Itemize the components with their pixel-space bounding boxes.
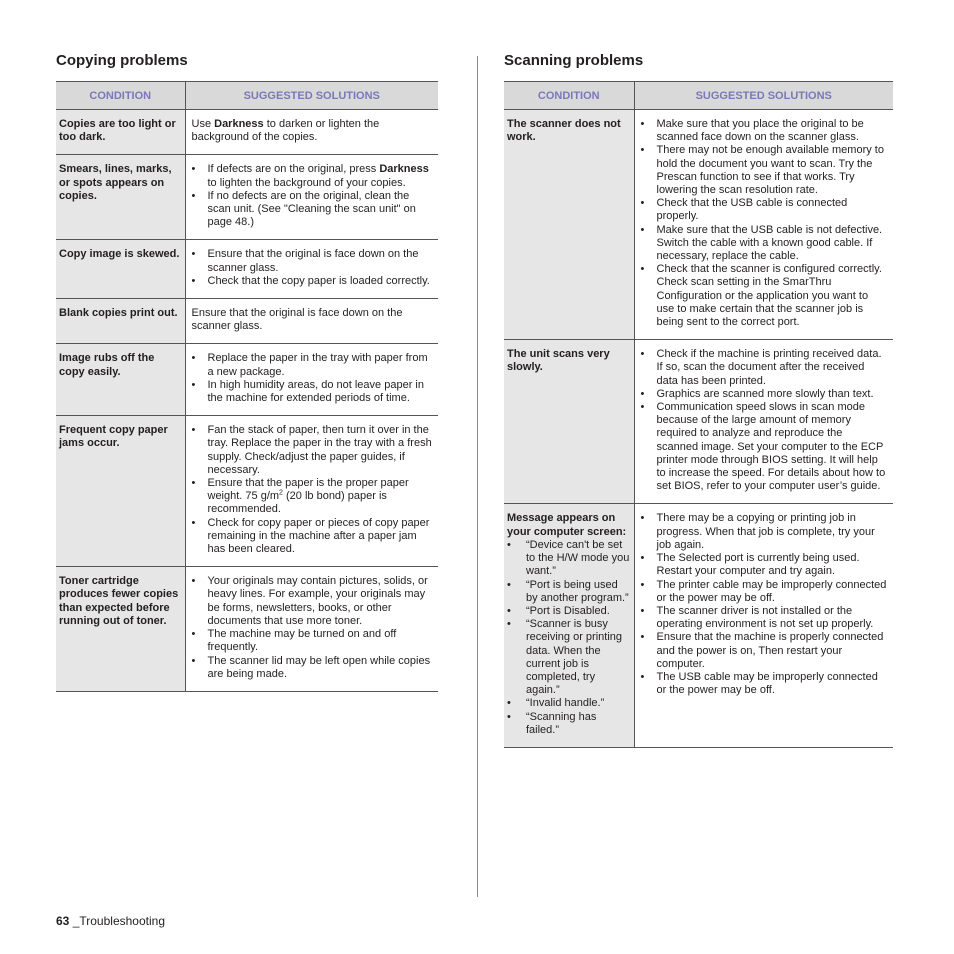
list-item: • “Device can't be set to the H/W mode you want.” (507, 539, 630, 579)
page-footer (56, 914, 165, 928)
list-item: • The USB cable may be improperly connected or the power may be off. (641, 671, 888, 697)
condition-cell: Copy image is skewed. (56, 240, 185, 299)
table-row (504, 340, 893, 504)
list-item: • Replace the paper in the tray with paper from a new package. (192, 352, 433, 378)
table-row (504, 504, 893, 747)
condition-label: Message appears on your computer screen: (507, 512, 627, 538)
solutions-header: SUGGESTED SOLUTIONS (185, 82, 438, 110)
list-item: • Check if the machine is printing received data. If so, scan the document after the received data has been printed. (641, 348, 888, 388)
table-row (504, 110, 893, 340)
list-item: • If defects are on the original, press Darkness to lighten the background of your copies. (192, 163, 433, 189)
table-row (56, 416, 438, 567)
condition-cell: The scanner does not work. (504, 110, 634, 340)
condition-cell: Toner cartridge produces fewer copies than expected before running out of toner. (56, 567, 185, 692)
list-item: • The scanner driver is not installed or the operating environment is not set up properly. (641, 605, 888, 631)
copying-section (56, 51, 438, 692)
list-item: • The printer cable may be improperly connected or the power may be off. (641, 579, 888, 605)
condition-cell: Smears, lines, marks, or spots appears on copies. (56, 155, 185, 240)
solution-cell (634, 504, 893, 747)
condition-header: CONDITION (56, 82, 185, 110)
solution-cell (185, 416, 438, 567)
table-row (56, 344, 438, 416)
list-item: • The Selected port is currently being used. Restart your computer and try again. (641, 552, 888, 578)
list-item: • “Port is Disabled. (507, 605, 630, 618)
condition-header: CONDITION (504, 82, 634, 110)
message-list (507, 539, 630, 737)
list-item: • The machine may be turned on and off frequently. (192, 628, 433, 654)
table-header (56, 82, 438, 110)
list-item: • The scanner lid may be left open while copies are being made. (192, 655, 433, 681)
list-item: • Check that the copy paper is loaded correctly. (192, 275, 433, 288)
list-item: • “Invalid handle.” (507, 697, 630, 710)
list-item: • If no defects are on the original, clean the scan unit. (See "Cleaning the scan unit" on page 48.) (192, 190, 433, 230)
solution-cell (185, 240, 438, 299)
column-divider (477, 56, 478, 897)
solution-cell (185, 155, 438, 240)
table-header (504, 82, 893, 110)
list-item: • There may not be enough available memory to hold the document you want to scan. Try the Prescan function to see if that works. Try lowering the scan resolution rate. (641, 144, 888, 197)
scanning-table (504, 81, 893, 748)
list-item: • Check that the scanner is configured correctly. Check scan setting in the SmarThru Configuration or the application you want to use to make certain that the scanner job is being sent to the correct port. (641, 263, 888, 329)
section-name: _Troubleshooting (72, 914, 165, 928)
page-number: 63 (56, 914, 70, 928)
table-row (56, 240, 438, 299)
solution-cell: Ensure that the original is face down on the scanner glass. (185, 299, 438, 344)
list-item: • Your originals may contain pictures, solids, or heavy lines. For example, your originals may be forms, newsletters, books, or other documents that use more toner. (192, 575, 433, 628)
condition-cell: Image rubs off the copy easily. (56, 344, 185, 416)
list-item: • Check that the USB cable is connected properly. (641, 197, 888, 223)
list-item: • Make sure that you place the original to be scanned face down on the scanner glass. (641, 118, 888, 144)
list-item: • “Scanner is busy receiving or printing data. When the current job is completed, try again.” (507, 618, 630, 697)
list-item: • Fan the stack of paper, then turn it over in the tray. Replace the paper in the tray with a fresh supply. Check/adjust the paper guides, if necessary. (192, 424, 433, 477)
table-row (56, 299, 438, 344)
condition-cell: Copies are too light or too dark. (56, 110, 185, 155)
list-item: • “Port is being used by another program.” (507, 579, 630, 605)
condition-cell: The unit scans very slowly. (504, 340, 634, 504)
solution-cell (634, 340, 893, 504)
list-item: • Ensure that the paper is the proper paper weight. 75 $g/m^2$ (20 lb bond) paper is recommended. (192, 477, 433, 517)
scanning-section (504, 51, 893, 748)
table-row (56, 155, 438, 240)
list-item: • Communication speed slows in scan mode because of the large amount of memory required to analyze and reproduce the scanned image. Set your computer to the ECP printer mode through BIOS setting. It will help to increase the speed. For details about how to set BIOS, refer to your computer user’s guide. (641, 401, 888, 493)
list-item: • “Scanning has failed.” (507, 711, 630, 737)
table-row (56, 110, 438, 155)
scanning-title: Scanning problems (504, 52, 644, 69)
copying-table (56, 81, 438, 692)
copying-title: Copying problems (56, 52, 188, 69)
solution-cell: Use Darkness to darken or lighten the background of the copies. (185, 110, 438, 155)
list-item: • Ensure that the original is face down on the scanner glass. (192, 248, 433, 274)
list-item: • Make sure that the USB cable is not defective. Switch the cable with a known good cable. If necessary, replace the cable. (641, 224, 888, 264)
list-item: • Ensure that the machine is properly connected and the power is on, Then restart your computer. (641, 631, 888, 671)
list-item: • Check for copy paper or pieces of copy paper remaining in the machine after a paper jam has been cleared. (192, 517, 433, 557)
condition-cell (504, 504, 634, 747)
solution-cell (185, 344, 438, 416)
condition-cell: Frequent copy paper jams occur. (56, 416, 185, 567)
solutions-header: SUGGESTED SOLUTIONS (634, 82, 893, 110)
table-row (56, 567, 438, 692)
solution-cell (185, 567, 438, 692)
list-item: • In high humidity areas, do not leave paper in the machine for extended periods of time. (192, 379, 433, 405)
list-item: • Graphics are scanned more slowly than text. (641, 388, 888, 401)
list-item: • There may be a copying or printing job in progress. When that job is complete, try your job again. (641, 512, 888, 552)
solution-cell (634, 110, 893, 340)
condition-cell: Blank copies print out. (56, 299, 185, 344)
